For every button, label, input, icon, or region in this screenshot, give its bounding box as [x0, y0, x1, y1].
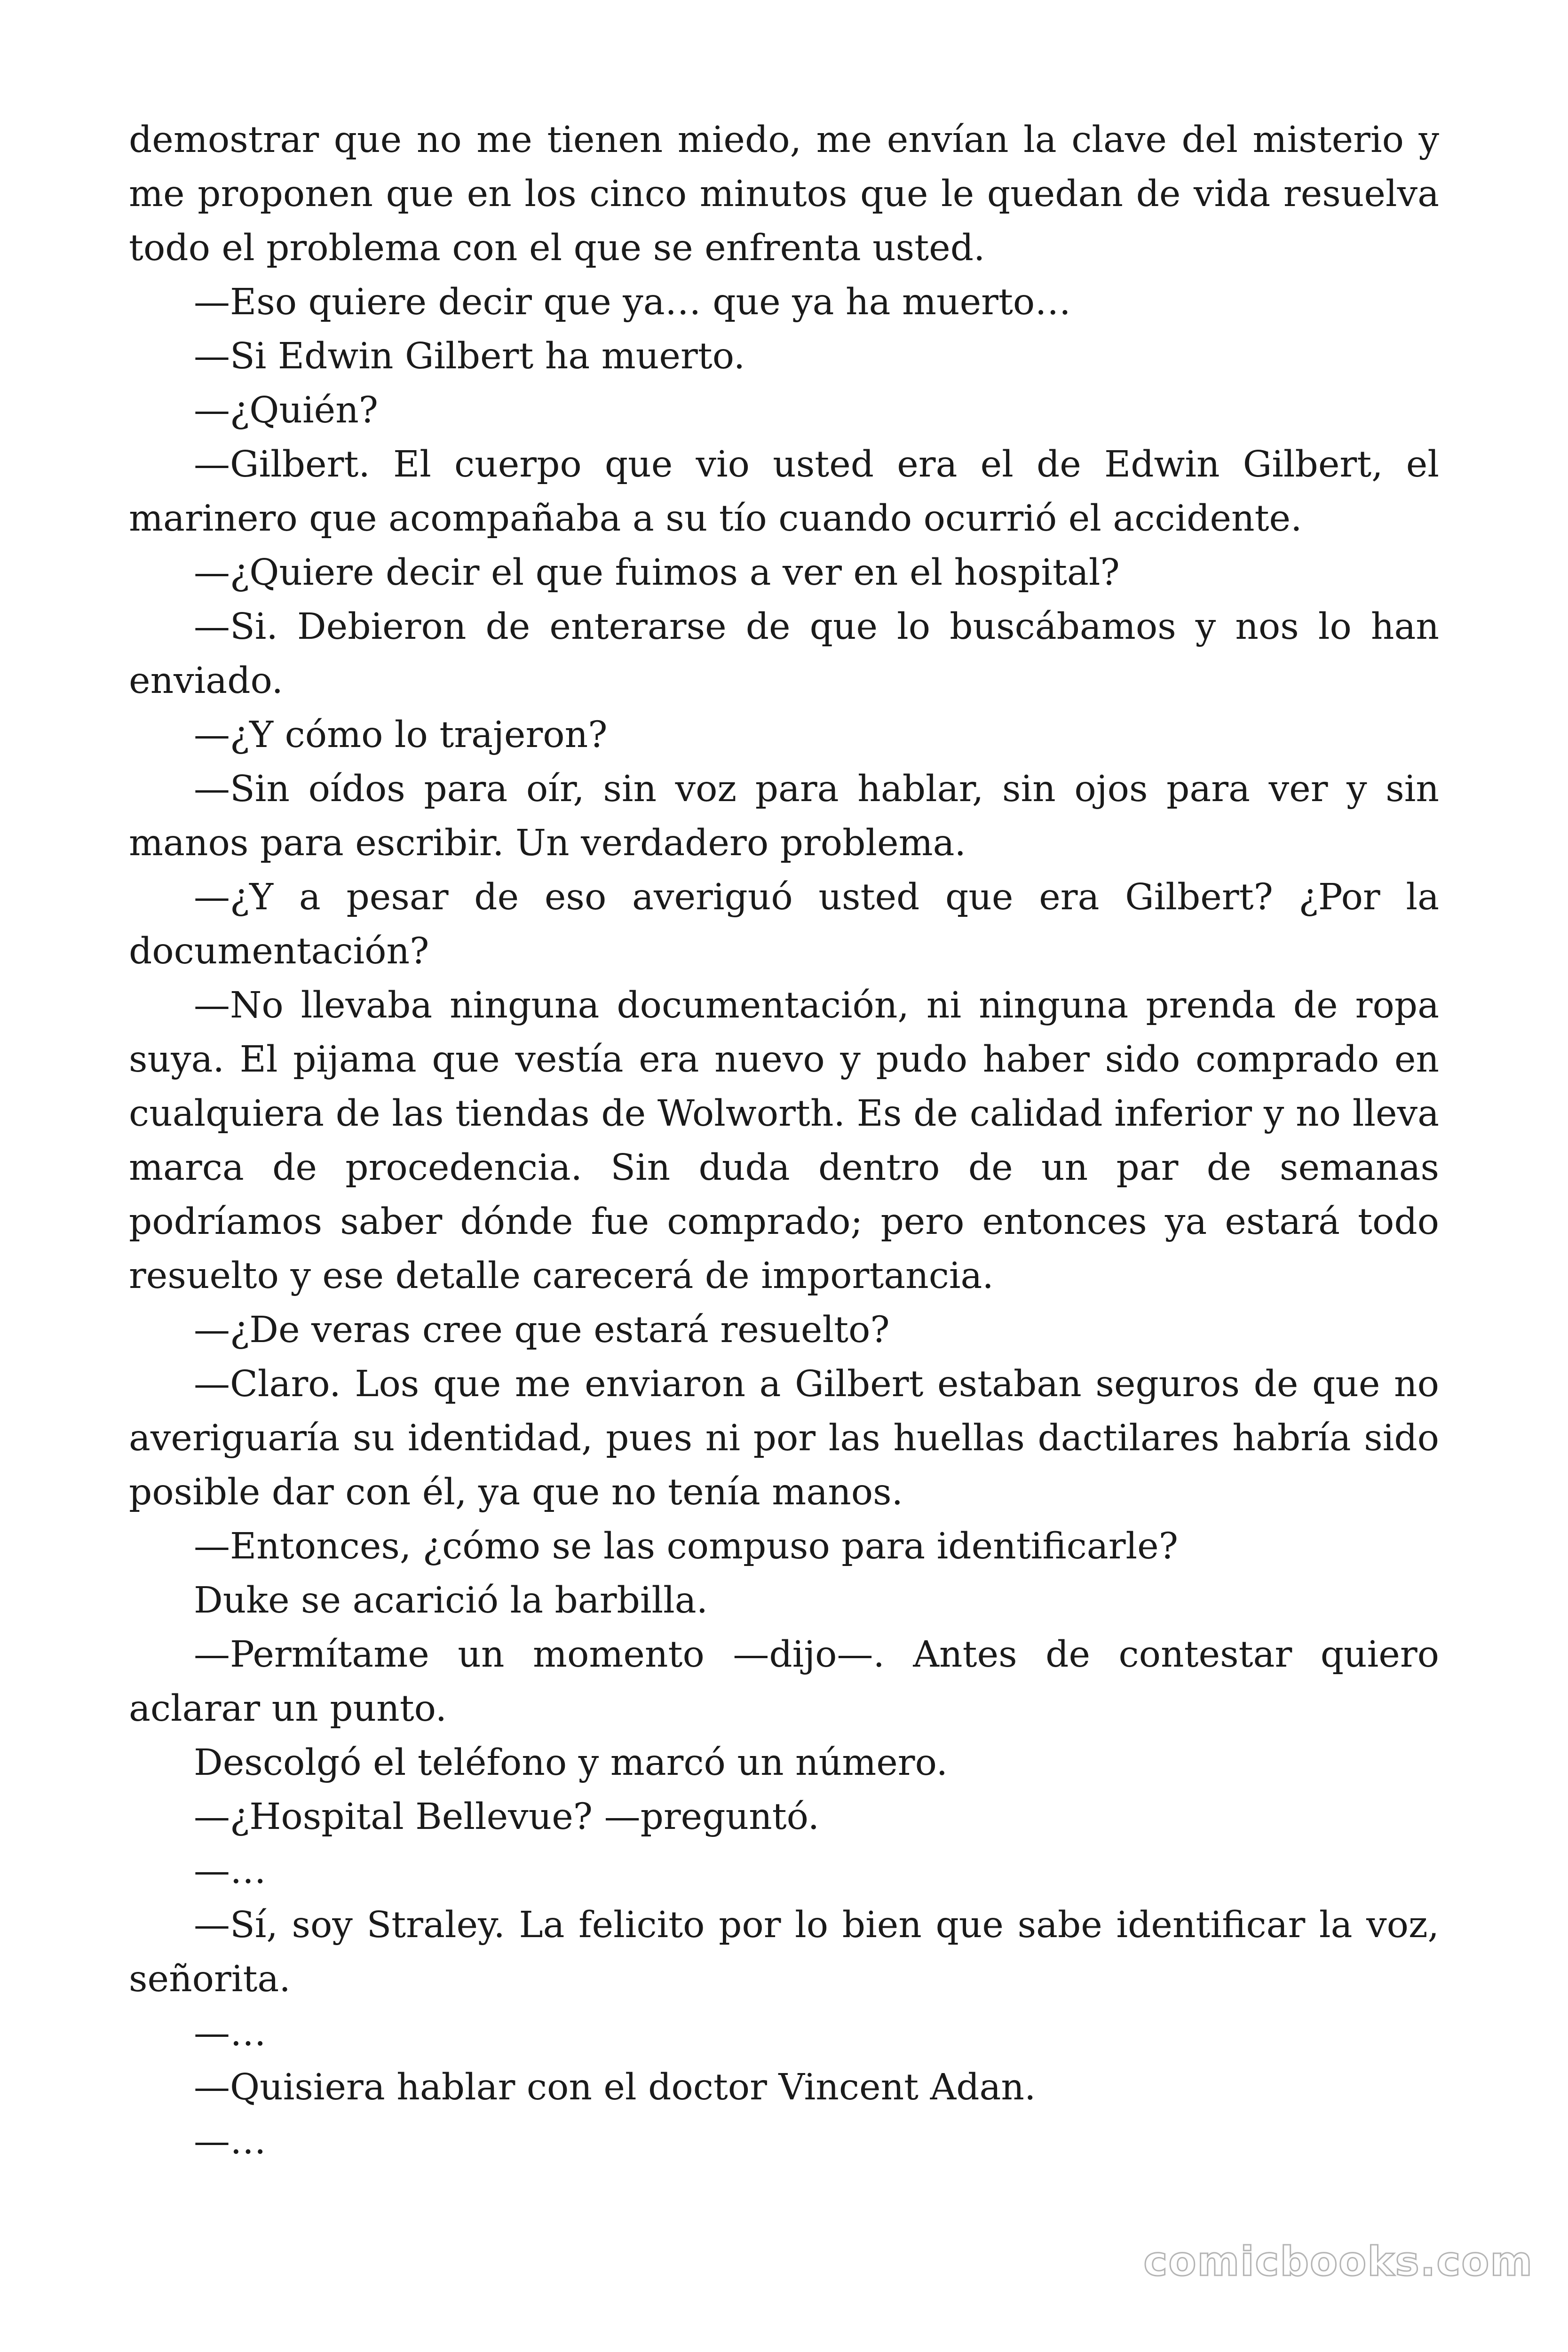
paragraph: —…	[194, 2121, 266, 2162]
paragraph: demostrar que no me tienen miedo, me envían la clave del misterio y me proponen que en los cinco minutos que le quedan de vida resuelva todo el problema con el que se enfrenta usted.	[129, 119, 1439, 269]
paragraph: —¿Y cómo lo trajeron?	[194, 714, 608, 756]
paragraph: —¿Y a pesar de eso averiguó usted que era Gilbert? ¿Por la documentación?	[129, 876, 1439, 972]
paragraph: —Permítame un momento —dijo—. Antes de contestar quiero aclarar un punto.	[129, 1634, 1439, 1730]
paragraph: —Sí, soy Straley. La felicito por lo bien que sabe identificar la voz, señorita.	[129, 1904, 1439, 2000]
paragraph: —¿De veras cree que estará resuelto?	[194, 1309, 890, 1351]
paragraph: Duke se acarició la barbilla.	[194, 1580, 708, 1621]
paragraph: —Si Edwin Gilbert ha muerto.	[194, 335, 745, 377]
paragraph: —…	[194, 1850, 266, 1892]
watermark: comicbooks.com	[1143, 2238, 1533, 2285]
page-body	[129, 113, 1439, 2169]
paragraph: —¿Quién?	[194, 389, 379, 431]
paragraph: —Eso quiere decir que ya… que ya ha muerto…	[194, 281, 1071, 323]
paragraph: —Claro. Los que me enviaron a Gilbert estaban seguros de que no averiguaría su identidad, pues ni por las huellas dactilares habría sido posible dar con él, ya que no tenía manos.	[129, 1363, 1439, 1513]
paragraph: —Entonces, ¿cómo se las compuso para identificarle?	[194, 1526, 1178, 1567]
paragraph: —Gilbert. El cuerpo que vio usted era el de Edwin Gilbert, el marinero que acompañaba a su tío cuando ocurrió el accidente.	[129, 444, 1439, 540]
paragraph: —¿Hospital Bellevue? —preguntó.	[194, 1796, 820, 1838]
paragraph: —No llevaba ninguna documentación, ni ninguna prenda de ropa suya. El pijama que vestía era nuevo y pudo haber sido comprado en cualquiera de las tiendas de Wolworth. Es de calidad inferior y no lleva marca de procedencia. Sin duda dentro de un par de semanas podríamos saber dónde fue comprado; pero entonces ya estará todo resuelto y ese detalle carecerá de importancia.	[129, 985, 1439, 1297]
paragraph: —Si. Debieron de enterarse de que lo buscábamos y nos lo han enviado.	[129, 606, 1439, 702]
paragraph: Descolgó el teléfono y marcó un número.	[194, 1742, 948, 1784]
paragraph: —¿Quiere decir el que fuimos a ver en el hospital?	[194, 552, 1120, 594]
paragraph: —Sin oídos para oír, sin voz para hablar, sin ojos para ver y sin manos para escribir. Un verdadero problema.	[129, 768, 1439, 864]
paragraph: —Quisiera hablar con el doctor Vincent Adan.	[194, 2066, 1036, 2108]
paragraph: —…	[194, 2012, 266, 2054]
